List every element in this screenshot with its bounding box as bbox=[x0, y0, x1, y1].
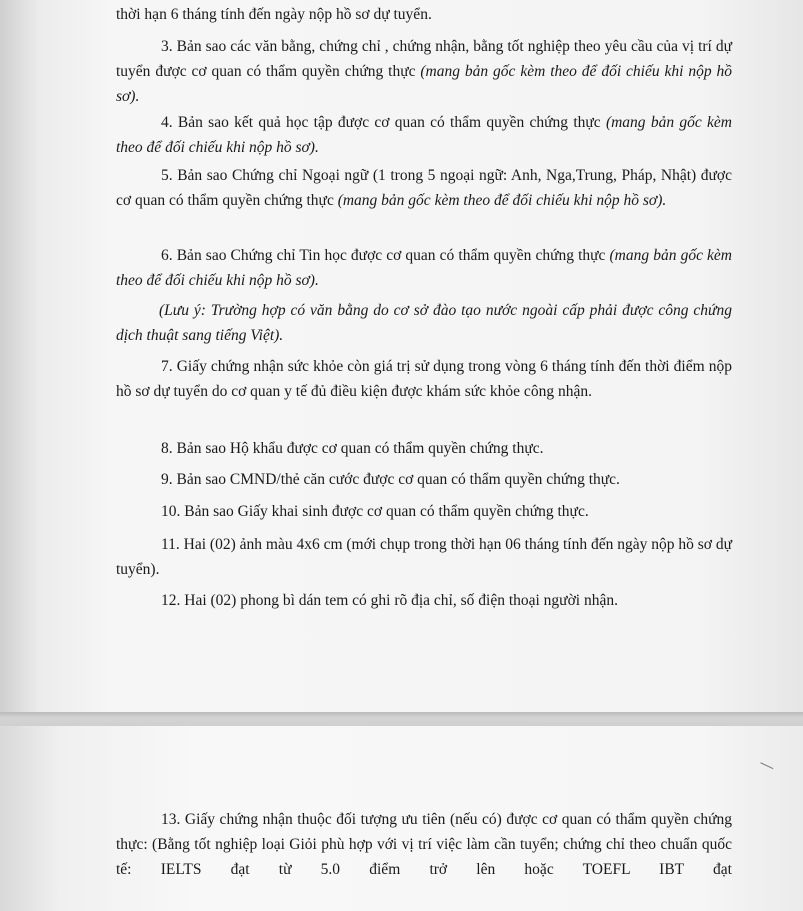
item-11: 11. Hai (02) ảnh màu 4x6 cm (mới chụp trong thời hạn 06 tháng tính đến ngày nộp hồ sơ dự tuyển). bbox=[116, 536, 732, 578]
item-4: 4. Bản sao kết quả học tập được cơ quan có thẩm quyền chứng thực (mang bản gốc kèm theo để đối chiếu khi nộp hồ sơ). bbox=[116, 114, 732, 156]
item-12: 12. Hai (02) phong bì dán tem có ghi rõ địa chỉ, số điện thoại người nhận. bbox=[161, 592, 618, 609]
item-6: 6. Bản sao Chứng chỉ Tin học được cơ quan có thẩm quyền chứng thực (mang bản gốc kèm theo để đối chiếu khi nộp hồ sơ). bbox=[116, 247, 732, 289]
item-9: 9. Bản sao CMND/thẻ căn cước được cơ quan có thẩm quyền chứng thực. bbox=[161, 471, 620, 488]
page-separator bbox=[0, 712, 803, 726]
item-3: 3. Bản sao các văn bằng, chứng chỉ , chứng nhận, bằng tốt nghiệp theo yêu cầu của vị trí dự tuyển được cơ quan có thẩm quyền chứng thực (mang bản gốc kèm theo để đối chiếu khi nộp hồ sơ). bbox=[116, 38, 732, 105]
item-7: 7. Giấy chứng nhận sức khỏe còn giá trị sử dụng trong vòng 6 tháng tính đến thời điểm nộp hồ sơ dự tuyển do cơ quan y tế đủ điều kiện được khám sức khỏe công nhận. bbox=[116, 358, 732, 400]
item-8: 8. Bản sao Hộ khẩu được cơ quan có thẩm quyền chứng thực. bbox=[161, 440, 544, 457]
item-5: 5. Bản sao Chứng chỉ Ngoại ngữ (1 trong 5 ngoại ngữ: Anh, Nga,Trung, Pháp, Nhật) được cơ quan có thẩm quyền chứng thực (mang bản gốc kèm theo để đối chiếu khi nộp hồ sơ). bbox=[116, 167, 732, 209]
paragraph-continuation: thời hạn 6 tháng tính đến ngày nộp hồ sơ dự tuyển. bbox=[116, 6, 432, 23]
item-13: 13. Giấy chứng nhận thuộc đối tượng ưu tiên (nếu có) được cơ quan có thẩm quyền chứng thực: (Bằng tốt nghiệp loại Giỏi phù hợp với vị trí việc làm cần tuyển; chứng chỉ theo chuẩn quốc tế: IELTS đạt từ 5.0 điểm trở lên hoặc TOEFL IBT đạt bbox=[116, 811, 732, 878]
note-foreign-degree: (Lưu ý: Trường hợp có văn bằng do cơ sở đào tạo nước ngoài cấp phải được công chứng dịch thuật sang tiếng Việt). bbox=[116, 302, 732, 344]
item-10: 10. Bản sao Giấy khai sinh được cơ quan có thẩm quyền chứng thực. bbox=[161, 503, 589, 520]
document-page-2 bbox=[0, 726, 803, 911]
